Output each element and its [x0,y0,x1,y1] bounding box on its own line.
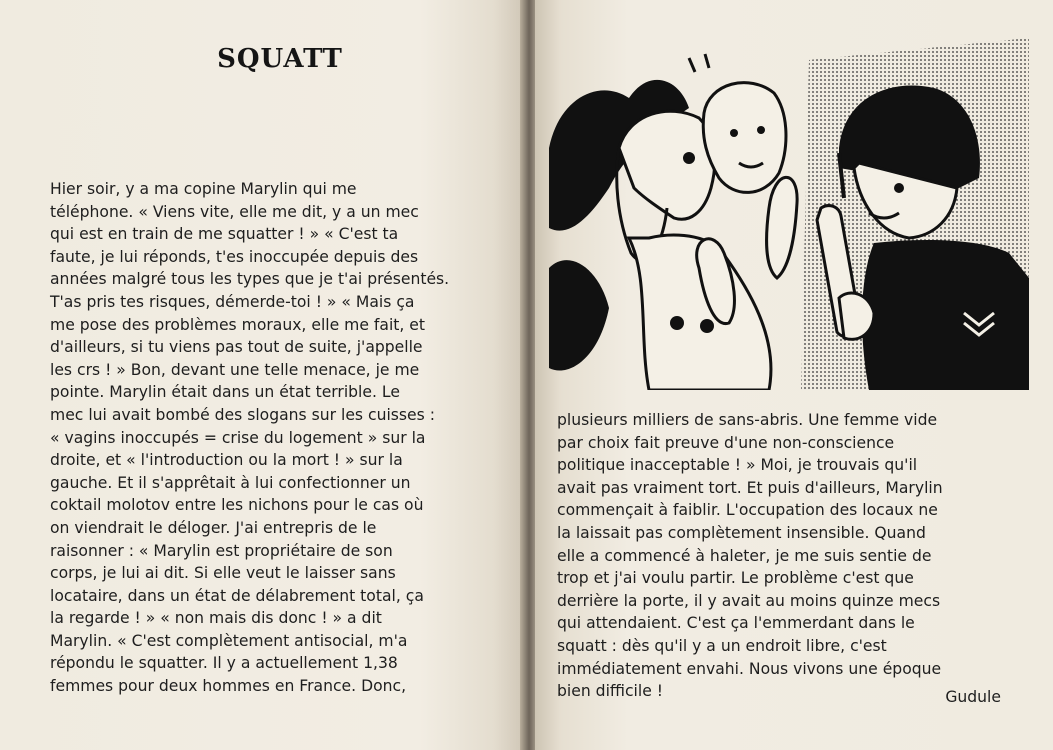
right_column-line: elle a commencé à haleter, je me suis sentie de [557,546,932,565]
right_column-line: politique inacceptable ! » Moi, je trouvais qu'il [557,456,918,475]
right_column-line: par choix fait preuve d'une non-conscience [557,433,895,452]
left_column-line: Hier soir, y a ma copine Marylin qui me [50,180,357,198]
left_column-line: on viendrait le déloger. J'ai entrepris de le [50,518,377,537]
right_column-line: avait pas vraiment tort. Et puis d'ailleurs, Marylin [557,478,943,497]
left_column-line: d'ailleurs, si tu viens pas tout de suite, j'appelle [50,338,423,357]
left_column-line: gauche. Et il s'apprêtait à lui confectionner un [50,473,411,492]
left_column-line: pointe. Marylin était dans un état terrible. Le [50,383,400,402]
right_column-line: immédiatement envahi. Nous vivons une époque [557,659,942,678]
right_column-line: trop et j'ai voulu partir. Le problème c'est que [557,569,914,588]
left_column-line: femmes pour deux hommes en France. Donc, [50,677,407,696]
left_column-line: les crs ! » Bon, devant une telle menace, je me [50,360,420,379]
left_column-line: raisonner : « Marylin est propriétaire de son [50,541,393,560]
left_column-line: droite, et « l'introduction ou la mort ! » sur la [50,451,403,470]
left_column-line: coktail molotov entre les nichons pour le cas où [50,496,424,515]
right-page [535,0,1053,750]
left_column-line: locataire, dans un état de délabrement total, ça [50,586,424,605]
right_column-line: squatt : dès qu'il y a un endroit libre, c'est [557,636,887,655]
right-column-text [557,409,943,703]
right_column-line: commençait à faiblir. L'occupation des locaux ne [557,501,938,520]
left_column-line: mec lui avait bombé des slogans sur les cuisses : [50,405,435,424]
left_column-line: « vagins inoccupés = crise du logement » sur la [50,428,426,447]
left_column-line: répondu le squatter. Il y a actuellement 1,38 [50,654,398,673]
cartoon-illustration [539,38,1039,390]
right_column-line: bien difficile ! [557,682,664,701]
right_column-line: derrière la porte, il y avait au moins quinze mecs [557,591,941,610]
author-signature: Gudule [945,688,1001,706]
left_column-line: faute, je lui réponds, t'es inoccupée depuis des [50,247,419,266]
right_column-line: qui attendaient. C'est ça l'emmerdant dans le [557,614,915,633]
right_column-line: la laissait pas complètement insensible. Quand [557,523,926,542]
left_column-line: téléphone. « Viens vite, elle me dit, y a un mec [50,202,419,221]
left-column-text [50,178,449,698]
left_column-line: me pose des problèmes moraux, elle me fait, et [50,315,426,334]
left_column-line: corps, je lui ai dit. Si elle veut le laisser sans [50,564,396,583]
left_column-line: qui est en train de me squatter ! » « C'est ta [50,225,399,244]
left_column-line: Marylin. « C'est complètement antisocial, m'a [50,631,408,650]
article-title: SQUATT [217,44,343,74]
left_column-line: la regarde ! » « non mais dis donc ! » a dit [50,609,382,628]
left_column-line: années malgré tous les types que je t'ai présentés. [50,270,450,289]
left-page [0,0,525,750]
left_column-line: T'as pris tes risques, démerde-toi ! » « Mais ça [50,292,415,311]
right_column-line: plusieurs milliers de sans-abris. Une femme vide [557,411,938,429]
